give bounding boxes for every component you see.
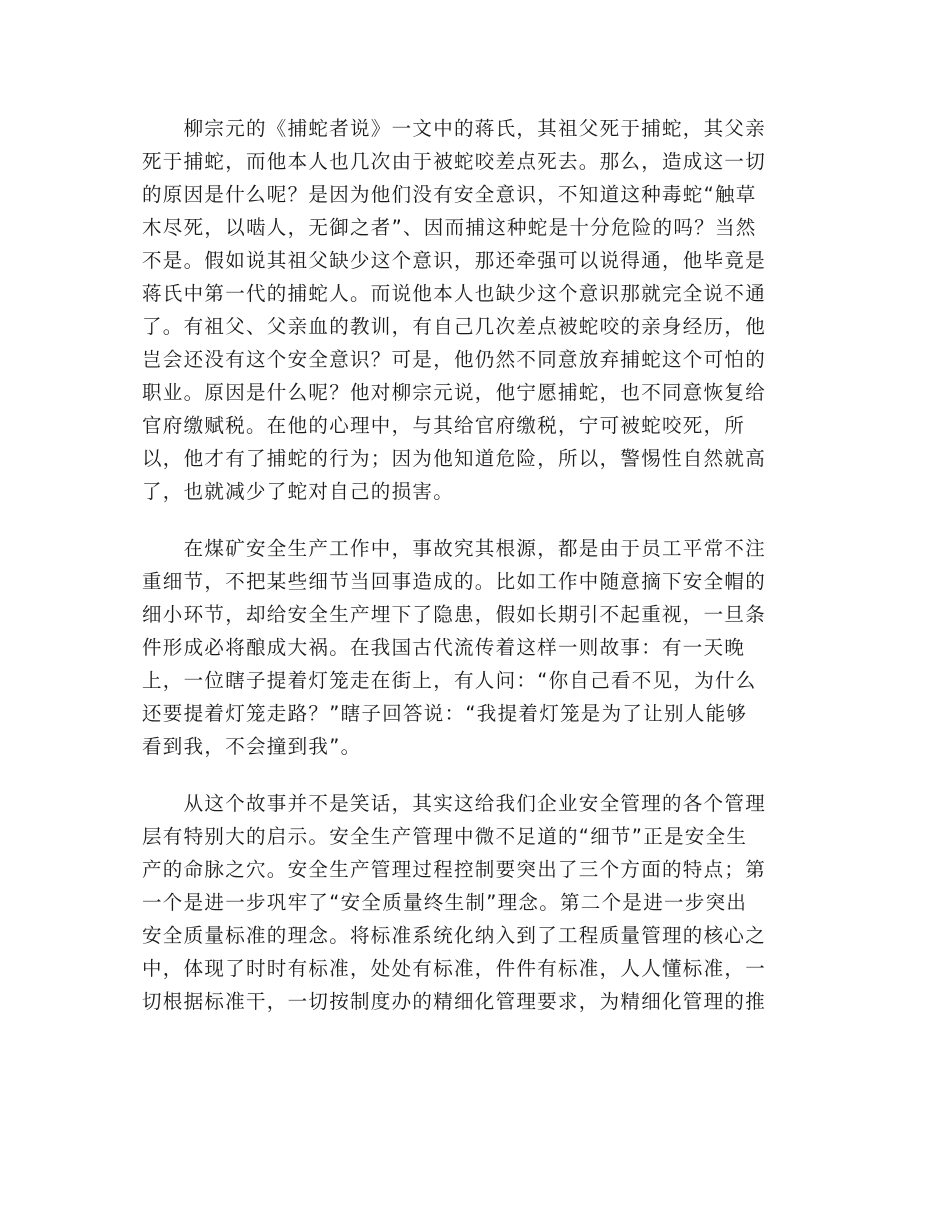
text-line: 上，一位瞎子提着灯笼走在街上，有人问：“你自己看不见，为什么 [142, 669, 757, 692]
text-line: 在煤矿安全生产工作中，事故究其根源，都是由于员工平常不注 [142, 537, 767, 560]
text-line: 细小环节，却给安全生产埋下了隐患，假如长期引不起重视，一旦条 [142, 603, 767, 626]
text-line: 切根据标准干，一切按制度办的精细化管理要求，为精细化管理的推 [142, 990, 767, 1013]
text-line: 中，体现了时时有标准，处处有标准，件件有标准，人人懂标准，一 [142, 957, 767, 980]
text-line: 产的命脉之穴。安全生产管理过程控制要突出了三个方面的特点；第 [142, 858, 767, 881]
paragraph-1 [142, 112, 822, 508]
text-line: 岂会还没有这个安全意识？可是，他仍然不同意放弃捕蛇这个可怕的 [142, 348, 767, 371]
text-line: 死于捕蛇，而他本人也几次由于被蛇咬差点死去。那么，造成这一切 [142, 150, 767, 173]
text-line: 从这个故事并不是笑话，其实这给我们企业安全管理的各个管理 [142, 792, 767, 815]
document-body [142, 112, 822, 1042]
text-line: 以，他才有了捕蛇的行为；因为他知道危险，所以，警惕性自然就高 [142, 447, 767, 470]
text-line: 柳宗元的《捕蛇者说》一文中的蒋氏，其祖父死于捕蛇，其父亲 [142, 117, 767, 140]
text-line: 一个是进一步巩牢了“安全质量终生制”理念。第二个是进一步突出 [142, 891, 748, 914]
text-line: 不是。假如说其祖父缺少这个意识，那还牵强可以说得通，他毕竟是 [142, 249, 767, 272]
text-line: 重细节，不把某些细节当回事造成的。比如工作中随意摘下安全帽的 [142, 570, 767, 593]
text-line: 了，也就减少了蛇对自己的损害。 [142, 480, 455, 503]
text-line: 官府缴赋税。在他的心理中，与其给官府缴税，宁可被蛇咬死，所 [142, 414, 746, 437]
text-line: 职业。原因是什么呢？他对柳宗元说，他宁愿捕蛇，也不同意恢复给 [142, 381, 767, 404]
paragraph-3 [142, 787, 822, 1018]
text-line: 的原因是什么呢？是因为他们没有安全意识，不知道这种毒蛇“触草 [142, 183, 757, 206]
text-line: 看到我，不会撞到我”。 [142, 735, 362, 758]
text-line: 木尽死，以啮人，无御之者”、因而捕这种蛇是十分危险的吗？当然 [142, 216, 757, 239]
paragraph-2 [142, 532, 822, 763]
text-line: 安全质量标准的理念。将标准系统化纳入到了工程质量管理的核心之 [142, 924, 767, 947]
text-line: 了。有祖父、父亲血的教训，有自己几次差点被蛇咬的亲身经历，他 [142, 315, 767, 338]
text-line: 蒋氏中第一代的捕蛇人。而说他本人也缺少这个意识那就完全说不通 [142, 282, 767, 305]
text-line: 件形成必将酿成大祸。在我国古代流传着这样一则故事：有一天晚 [142, 636, 746, 659]
text-line: 层有特别大的启示。安全生产管理中微不足道的“细节”正是安全生 [142, 825, 748, 848]
text-line: 还要提着灯笼走路？”瞎子回答说：“我提着灯笼是为了让别人能够 [142, 702, 748, 725]
